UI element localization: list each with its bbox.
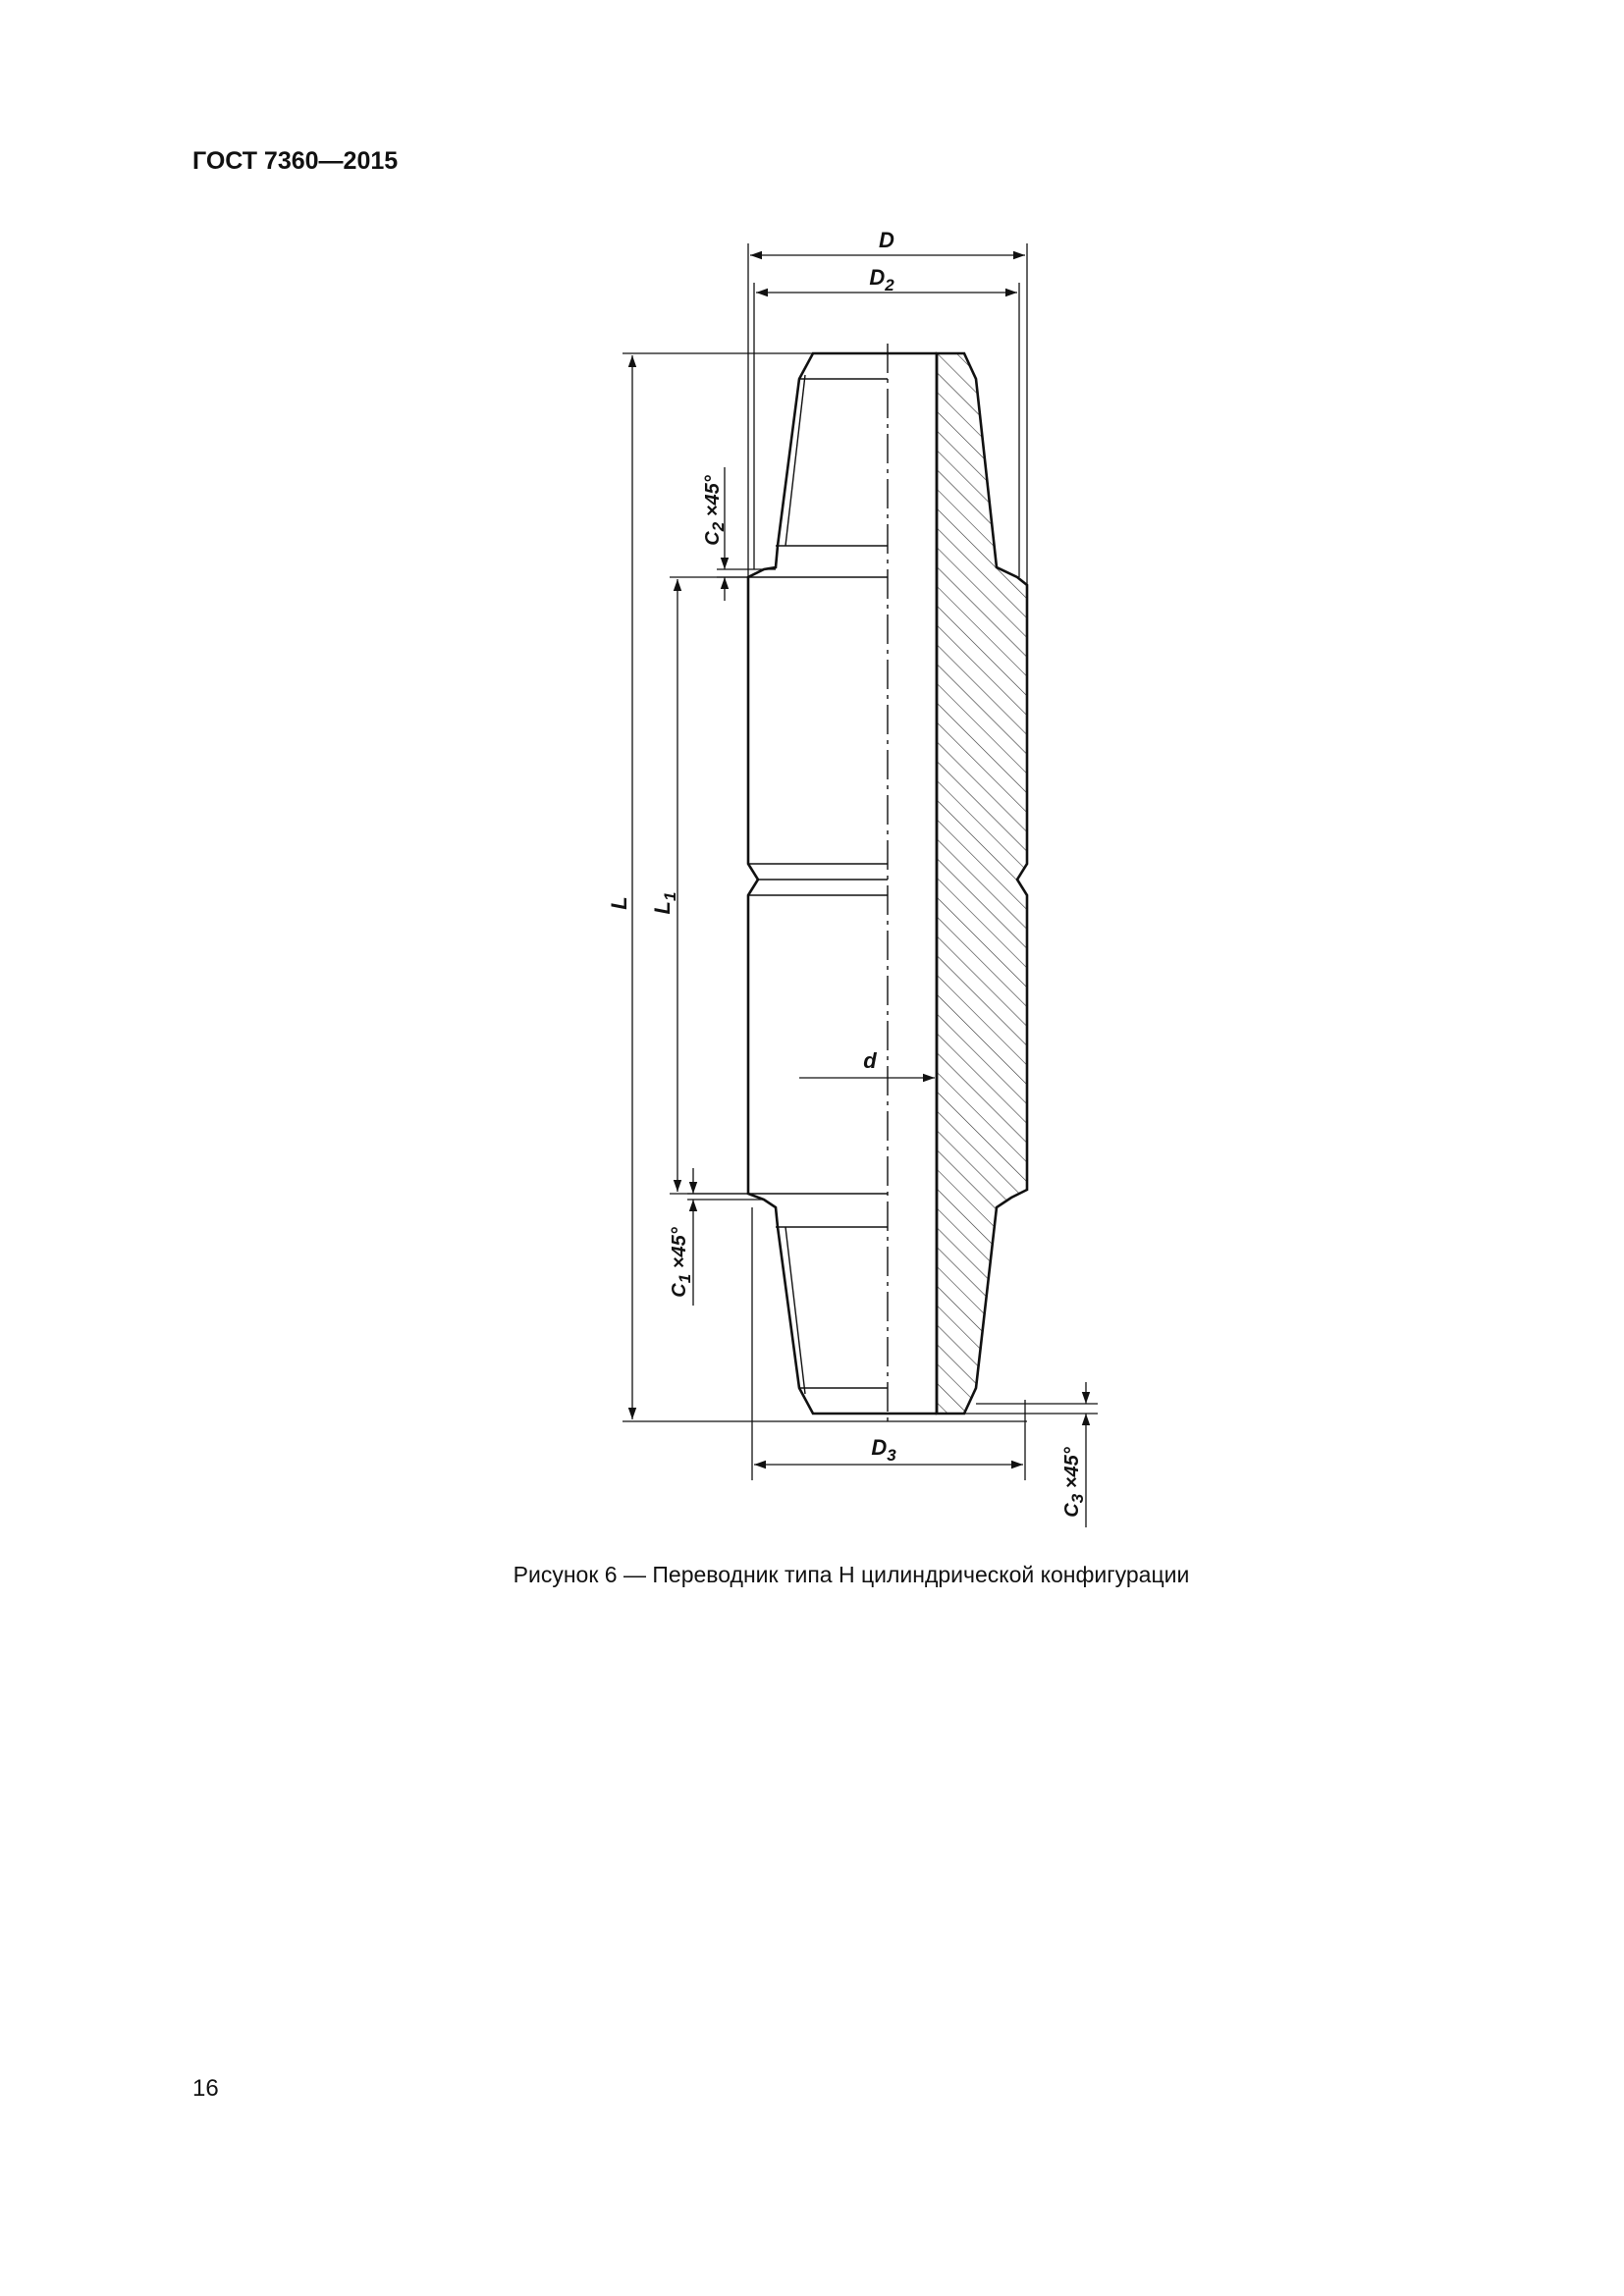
section-hatch (937, 353, 1027, 1414)
page-number: 16 (192, 2075, 219, 2102)
label-C2: $C_2 \times 45^\circ$ (702, 475, 728, 546)
label-d: d (863, 1048, 877, 1073)
part-outline (748, 353, 937, 1414)
document-header: ГОСТ 7360—2015 (192, 147, 399, 175)
label-D2: $D_2$ (869, 265, 894, 294)
label-D: D (879, 228, 894, 252)
label-L: L (607, 896, 631, 910)
label-C1: $C_1 \times 45^\circ$ (669, 1227, 694, 1298)
label-D3: $D_3$ (871, 1435, 896, 1465)
label-L1: $L_1$ (650, 891, 679, 915)
figure-caption: Рисунок 6 — Переводник типа Н цилиндрической конфигурации (513, 1562, 1190, 1587)
label-C3: $C_3 \times 45^\circ$ (1061, 1447, 1087, 1518)
